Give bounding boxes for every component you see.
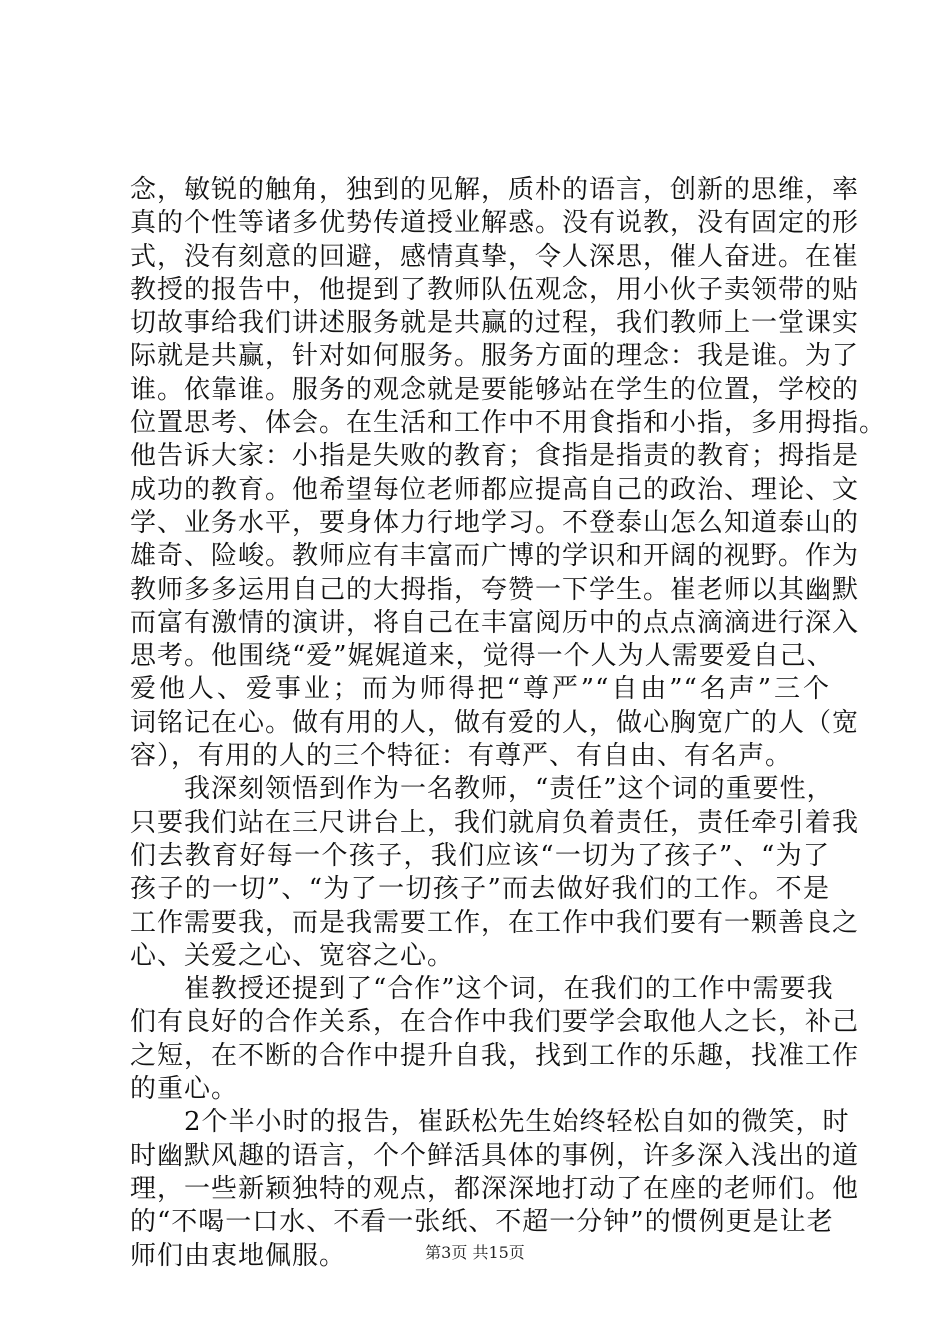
text-line: 2个半小时的报告，崔跃松先生始终轻松自如的微笑，时 (130, 1107, 850, 1138)
text-line: 的重心。 (130, 1074, 239, 1105)
text-line: 崔教授还提到了“合作”这个词，在我们的工作中需要我 (130, 974, 834, 1005)
text-line: 学、业务水平，要身体力行地学习。不登泰山怎么知道泰山的 (130, 507, 860, 538)
text-line: 工作需要我，而是我需要工作，在工作中我们要有一颗善良之 (130, 907, 860, 938)
text-line: 心、关爱之心、宽容之心。 (130, 940, 455, 971)
text-line: 时幽默风趣的语言，个个鲜活具体的事例，许多深入浅出的道 (130, 1140, 860, 1171)
text-line: 孩子的一切”、“为了一切孩子”而去做好我们的工作。不是 (130, 874, 830, 905)
text-line: 念，敏锐的触角，独到的见解，质朴的语言，创新的思维，率 (130, 175, 860, 205)
text-line: 而富有激情的演讲，将自己在丰富阅历中的点点滴滴进行深入 (130, 607, 860, 638)
text-line: 位置思考、体会。在生活和工作中不用食指和小指，多用拇指。 (130, 408, 887, 439)
text-line: 之短，在不断的合作中提升自我，找到工作的乐趣，找准工作 (130, 1040, 860, 1071)
text-line: 们有良好的合作关系，在合作中我们要学会取他人之长，补己 (130, 1007, 860, 1038)
text-line: 式，没有刻意的回避，感情真挚，令人深思，催人奋进。在崔 (130, 241, 860, 272)
text-line: 际就是共赢，针对如何服务。服务方面的理念：我是谁。为了 (130, 341, 860, 372)
body-text (130, 174, 887, 1273)
page-footer: 第3页 共15页 (425, 1243, 525, 1262)
text-line: 理，一些新颖独特的观点，都深深地打动了在座的老师们。他 (130, 1173, 860, 1204)
text-line: 教师多多运用自己的大拇指，夸赞一下学生。崔老师以其幽默 (130, 574, 860, 605)
text-line: 他告诉大家：小指是失败的教育；食指是指责的教育；拇指是 (130, 441, 860, 472)
text-line: 我深刻领悟到作为一名教师，“责任”这个词的重要性， (130, 774, 834, 805)
text-line: 雄奇、险峻。教师应有丰富而广博的学识和开阔的视野。作为 (130, 541, 860, 572)
text-line: 词铭记在心。做有用的人，做有爱的人，做心胸宽广的人（宽 (130, 707, 860, 738)
text-line: 切故事给我们讲述服务就是共赢的过程，我们教师上一堂课实 (130, 308, 860, 339)
text-line: 们去教育好每一个孩子，我们应该“一切为了孩子”、“为了 (130, 840, 830, 871)
text-line: 谁。依靠谁。服务的观念就是要能够站在学生的位置，学校的 (130, 374, 860, 405)
text-line: 思考。他围绕“爱”娓娓道来，觉得一个人为人需要爱自己、 (130, 641, 834, 672)
text-line: 只要我们站在三尺讲台上，我们就肩负着责任，责任牵引着我 (130, 807, 860, 838)
text-line: 教授的报告中，他提到了教师队伍观念，用小伙子卖领带的贴 (130, 274, 860, 305)
text-line: 师们由衷地佩服。 (130, 1240, 347, 1271)
text-line: 真的个性等诸多优势传道授业解惑。没有说教，没有固定的形 (130, 208, 860, 239)
text-line: 成功的教育。他希望每位老师都应提高自己的政治、理论、文 (130, 474, 860, 505)
text-line: 爱他人、爱事业；而为师得把“尊严”“自由”“名声”三个 (130, 674, 830, 705)
text-line: 容），有用的人的三个特征：有尊严、有自由、有名声。 (130, 741, 793, 772)
text-line: 的“不喝一口水、不看一张纸、不超一分钟”的惯例更是让老 (130, 1207, 834, 1238)
